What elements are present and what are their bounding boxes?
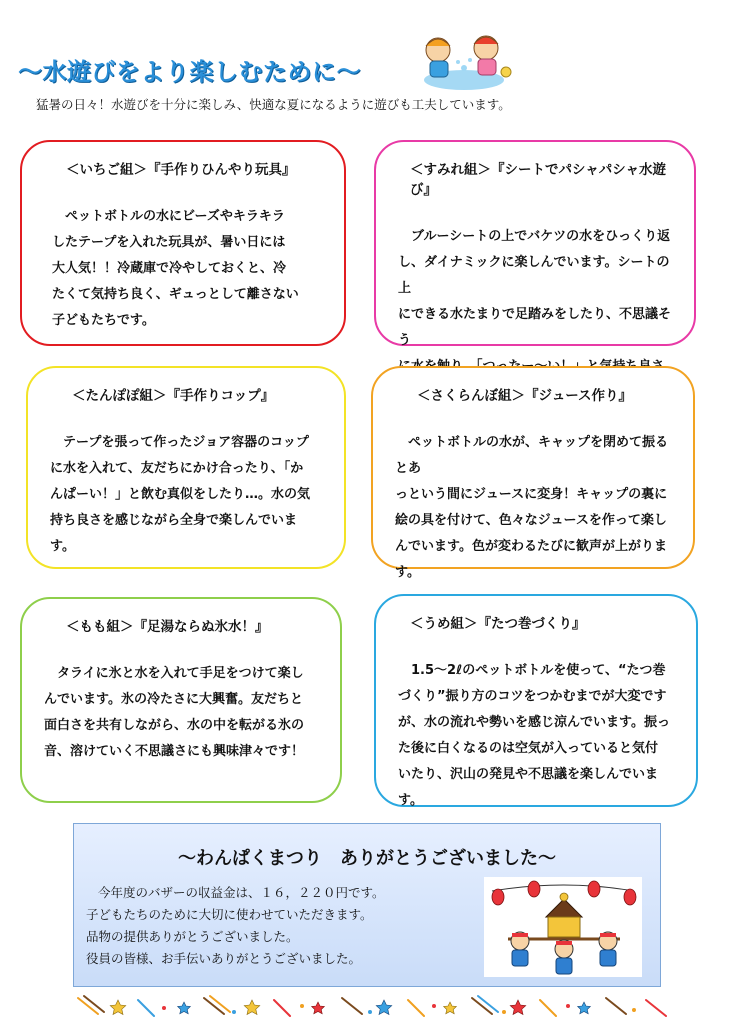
card-line: いたり、沢山の発見や不思議を楽しんでいま (398, 767, 659, 782)
card-body (398, 658, 674, 814)
page-title: ～水遊びをより楽しむために～ (18, 58, 361, 86)
card-line: た後に白くなるのは空気が入っていると気付 (398, 741, 659, 756)
card-line: が、水の流れや勢いを感じ涼んでいます。振っ (398, 715, 670, 730)
card-body (395, 430, 671, 586)
card-ichigo (20, 140, 346, 346)
card-title: ＜うめ組＞『たつ巻づくり』 (410, 616, 586, 632)
card-line: にできる水たまりで足踏みをしたり、不思議そう (398, 307, 672, 348)
card-body (44, 661, 318, 765)
wanpaku-title: ～わんぱくまつり ありがとうございました～ (178, 848, 556, 869)
wanpaku-line: 子どもたちのために大切に使わせていただきます。 (86, 907, 373, 922)
card-line: っという間にジュースに変身！キャップの裏に (395, 487, 668, 502)
card-momo (20, 597, 342, 803)
card-title: ＜たんぽぽ組＞『手作りコップ』 (72, 388, 275, 404)
card-line: す。 (50, 539, 75, 554)
card-line: す。 (398, 793, 423, 808)
card-line: 音、溶けていく不思議さにも興味津々です！ (44, 744, 305, 759)
card-sumire (374, 140, 696, 346)
card-line: 子どもたちです。 (52, 313, 155, 328)
card-title: ＜すみれ組＞『シートでパシャパシャ水遊び』 (410, 162, 666, 198)
card-line: し、ダイナミックに楽しんでいます。シートの上 (398, 255, 670, 296)
card-title: ＜いちご組＞『手作りひんやり玩具』 (66, 162, 296, 178)
card-line: ペットボトルの水にビーズやキラキラ (52, 209, 285, 224)
card-line: 持ち良さを感じながら全身で楽しんでいま (50, 513, 298, 528)
card-tanpopo (26, 366, 346, 569)
festival-mikoshi-illustration (484, 877, 642, 977)
card-body (50, 430, 322, 560)
wanpaku-thanks-box (73, 823, 661, 987)
card-line: んぱーい！」と飲む真似をしたり…。水の気 (50, 487, 311, 502)
card-line: 面白さを共有しながら、水の中を転がる氷の (44, 718, 305, 733)
card-line: んでいます。氷の冷たさに大興奮。友だちと (44, 692, 303, 707)
kids-water-play-illustration (408, 28, 520, 94)
card-line: す。 (395, 565, 420, 580)
card-line: たくて気持ち良く、ギュっとして離さない (52, 287, 299, 302)
card-line: したテープを入れた玩具が、暑い日には (52, 235, 286, 250)
intro-text: 猛暑の日々！水遊びを十分に楽しみ、快適な夏になるように遊びも工夫しています。 (36, 97, 511, 112)
card-line: づくり”振り方のコツをつかむまでが大変です (398, 689, 667, 704)
card-line: んでいます。色が変わるたびに歓声が上がりま (395, 539, 667, 554)
wanpaku-body (86, 882, 385, 970)
wanpaku-line: 今年度のバザーの収益金は、１６，２２０円です。 (98, 885, 385, 900)
card-title: ＜さくらんぼ組＞『ジュース作り』 (417, 388, 633, 404)
card-ume (374, 594, 698, 807)
wanpaku-line: 品物の提供ありがとうございました。 (86, 929, 299, 944)
card-title: ＜もも組＞『足湯ならぬ氷水！』 (66, 619, 269, 635)
card-line: テープを張って作ったジョア容器のコップ (50, 435, 309, 450)
card-line: に水を入れて、友だちにかけ合ったり、「か (50, 461, 304, 476)
card-line: 大人気！！冷蔵庫で冷やしておくと、冷 (52, 261, 287, 276)
card-body (44, 204, 322, 334)
card-line: 絵の具を付けて、色々なジュースを作って楽し (395, 513, 667, 528)
card-line: タライに氷と水を入れて手足をつけて楽し (44, 666, 304, 681)
card-sakuranbo (371, 366, 695, 580)
card-line: ブルーシートの上でバケツの水をひっくり返 (398, 229, 671, 244)
wanpaku-line: 役員の皆様、お手伝いありがとうございました。 (86, 951, 362, 966)
card-line: ペットボトルの水が、キャップを閉めて振るとあ (395, 435, 669, 476)
star-confetti-border (74, 994, 674, 1020)
card-line: 1.5～2ℓのペットボトルを使って、“たつ巻 (398, 663, 666, 678)
